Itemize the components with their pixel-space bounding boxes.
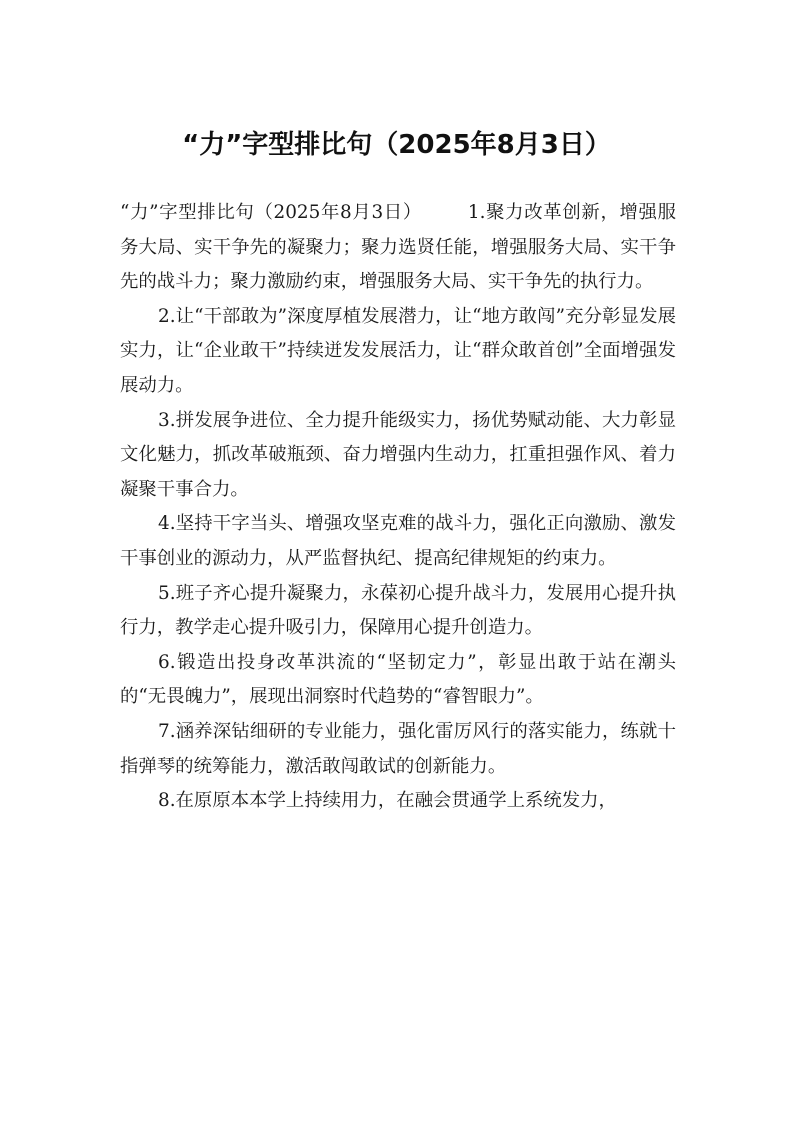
paragraph-5: 5.班子齐心提升凝聚力，永葆初心提升战斗力，发展用心提升执行力，教学走心提升吸引力，保障用心提升创造力。 (120, 582, 676, 639)
paragraph-3: 3.拼发展争进位、全力提升能级实力，扬优势赋动能、大力彰显文化魅力，抓改革破瓶颈、奋力增强内生动力，扛重担强作风、着力凝聚干事合力。 (120, 409, 676, 500)
page-title: “力”字型排比句（2025年8月3日） (182, 130, 611, 160)
paragraph-1-text: 1.聚力改革创新，增强服务大局、实干争先的凝聚力；聚力选贤任能，增强服务大局、实干争先的战斗力；聚力激励约束，增强服务大局、实干争先的执行力。 (120, 202, 677, 293)
paragraph-6: 6.锻造出投身改革洪流的“坚韧定力”，彰显出敢于站在潮头的“无畏魄力”，展现出洞察时代趋势的“睿智眼力”。 (120, 651, 676, 708)
paragraph-7: 7.涵养深钻细研的专业能力，强化雷厉风行的落实能力，练就十指弹琴的统筹能力，激活敢闯敢试的创新能力。 (120, 720, 676, 777)
document-body (120, 196, 676, 819)
paragraph-8: 8.在原原本本学上持续用力，在融会贯通学上系统发力， (158, 790, 617, 812)
lead-title: “力”字型排比句（2025年8月3日） (120, 202, 422, 223)
paragraph-1 (120, 196, 676, 300)
paragraph-4: 4.坚持干字当头、增强攻坚克难的战斗力，强化正向激励、激发干事创业的源动力，从严监督执纪、提高纪律规矩的约束力。 (120, 513, 676, 569)
paragraph-2: 2.让“干部敢为”深度厚植发展潜力，让“地方敢闯”充分彰显发展实力，让“企业敢干”持续迸发发展活力，让“群众敢首创”全面增强发展动力。 (120, 305, 676, 396)
